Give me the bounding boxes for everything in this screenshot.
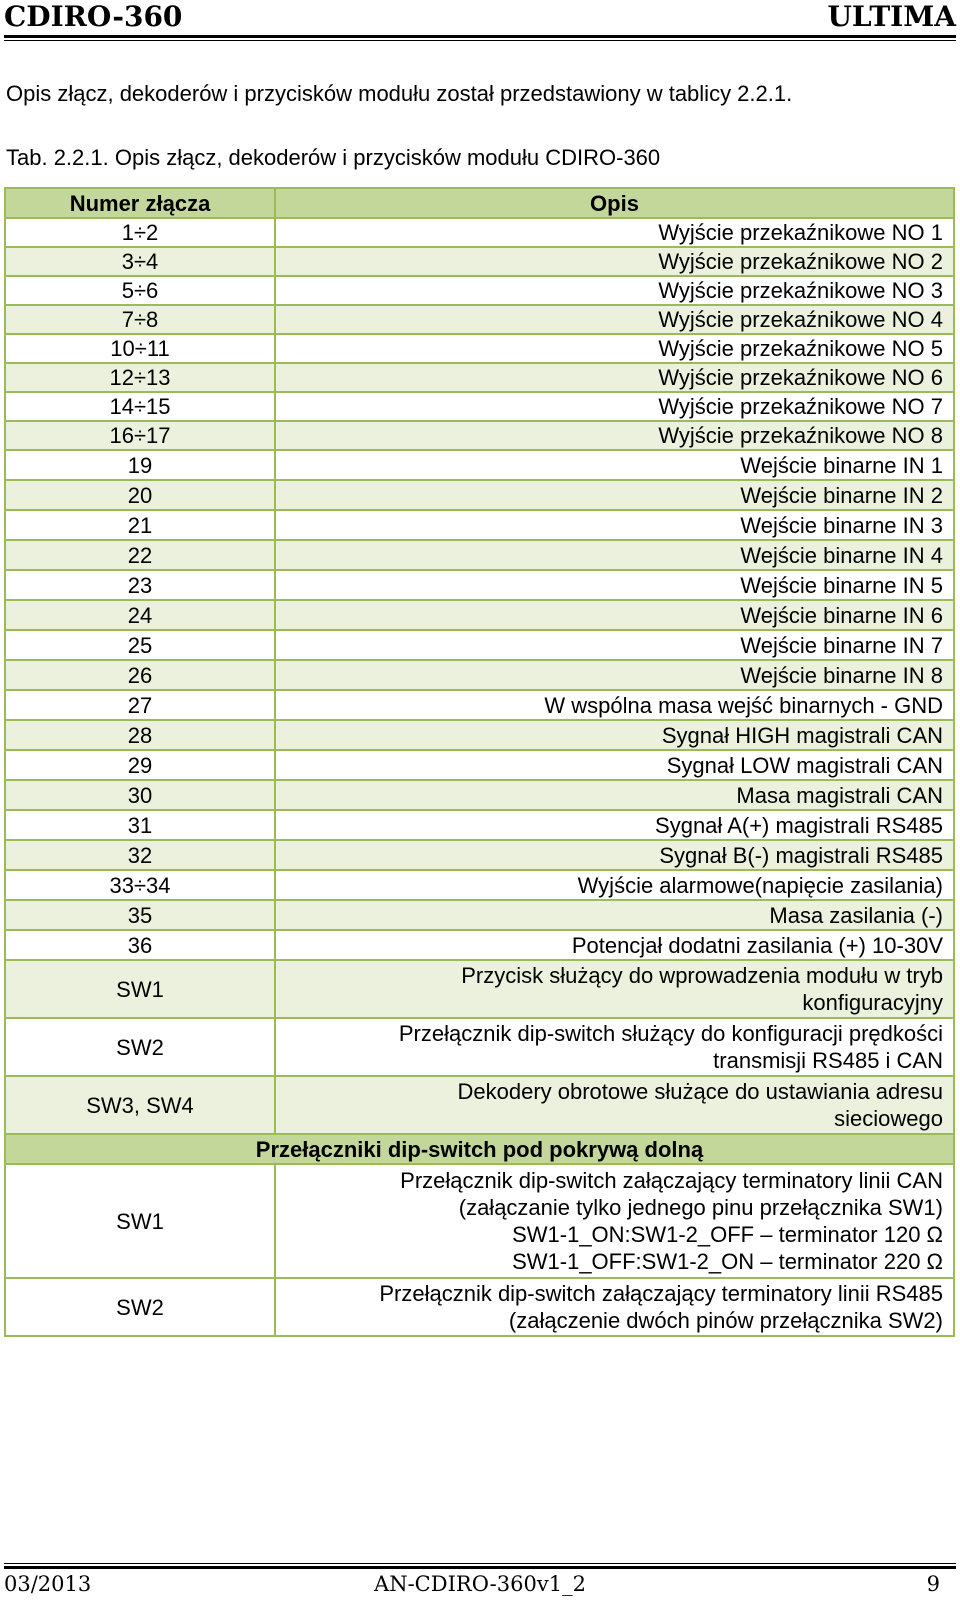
description-cell: Wejście binarne IN 8	[275, 660, 954, 690]
column-header-description: Opis	[275, 188, 954, 218]
footer-date: 03/2013	[4, 1572, 92, 1596]
connector-number-cell: 21	[5, 510, 275, 540]
table-row	[5, 840, 954, 870]
connector-number-cell: SW3, SW4	[5, 1076, 275, 1134]
table-row	[5, 392, 954, 421]
description-cell	[275, 1164, 954, 1278]
description-cell: Sygnał HIGH magistrali CAN	[275, 720, 954, 750]
description-line: SW1-1_ON:SW1-2_OFF – terminator 120 Ω	[512, 1222, 943, 1247]
table-row	[5, 510, 954, 540]
table-row	[5, 570, 954, 600]
description-cell: Wyjście przekaźnikowe NO 3	[275, 276, 954, 305]
column-header-number: Numer złącza	[5, 188, 275, 218]
table-row	[5, 421, 954, 450]
description-cell: Wejście binarne IN 5	[275, 570, 954, 600]
connector-number-cell: 22	[5, 540, 275, 570]
description-cell: Wejście binarne IN 1	[275, 450, 954, 480]
description-cell: Wyjście przekaźnikowe NO 6	[275, 363, 954, 392]
connector-number-cell: 12÷13	[5, 363, 275, 392]
page-footer	[4, 1572, 956, 1602]
description-cell	[275, 1076, 954, 1134]
table-row	[5, 960, 954, 1018]
connector-number-cell: 30	[5, 780, 275, 810]
description-line: Przycisk służący do wprowadzenia modułu w tryb	[461, 963, 943, 988]
connector-number-cell: 7÷8	[5, 305, 275, 334]
connector-number-cell: 24	[5, 600, 275, 630]
connector-number-cell: 33÷34	[5, 870, 275, 900]
description-cell: Wejście binarne IN 3	[275, 510, 954, 540]
connector-number-cell: 3÷4	[5, 247, 275, 276]
description-cell: Wejście binarne IN 6	[275, 600, 954, 630]
table-row	[5, 218, 954, 247]
description-cell: Sygnał LOW magistrali CAN	[275, 750, 954, 780]
description-cell: Wejście binarne IN 7	[275, 630, 954, 660]
header-brand: ULTIMA	[827, 0, 956, 33]
header-rule-thick	[4, 35, 956, 38]
table-row	[5, 450, 954, 480]
intro-paragraph: Opis złącz, dekoderów i przycisków modułu został przedstawiony w tablicy 2.2.1.	[6, 81, 793, 106]
description-cell: Sygnał A(+) magistrali RS485	[275, 810, 954, 840]
description-line: Dekodery obrotowe służące do ustawiania adresu	[457, 1079, 943, 1104]
description-cell: Masa zasilania (-)	[275, 900, 954, 930]
connector-number-cell: SW1	[5, 960, 275, 1018]
table-row	[5, 870, 954, 900]
connectors-table	[4, 187, 955, 1337]
connector-number-cell: 16÷17	[5, 421, 275, 450]
header-product-name: CDIRO-360	[4, 0, 183, 33]
description-cell: Wyjście przekaźnikowe NO 7	[275, 392, 954, 421]
connector-number-cell: 14÷15	[5, 392, 275, 421]
description-cell: Wyjście przekaźnikowe NO 8	[275, 421, 954, 450]
connector-number-cell: 25	[5, 630, 275, 660]
connector-number-cell: SW2	[5, 1278, 275, 1336]
connector-number-cell: 32	[5, 840, 275, 870]
description-line: (załączenie dwóch pinów przełącznika SW2)	[508, 1308, 943, 1333]
connector-number-cell: 27	[5, 690, 275, 720]
description-cell: Potencjał dodatni zasilania (+) 10-30V	[275, 930, 954, 960]
table-row	[5, 247, 954, 276]
description-cell: Masa magistrali CAN	[275, 780, 954, 810]
connector-number-cell: 19	[5, 450, 275, 480]
section-title: Przełączniki dip-switch pod pokrywą dolną	[5, 1134, 954, 1164]
description-cell	[275, 1278, 954, 1336]
description-line: Przełącznik dip-switch załączający terminatory linii RS485	[379, 1281, 943, 1306]
header-rule-thin	[4, 40, 956, 41]
description-line: (załączanie tylko jednego pinu przełącznika SW1)	[458, 1195, 943, 1220]
description-line: transmisji RS485 i CAN	[713, 1048, 943, 1073]
description-line: sieciowego	[834, 1106, 943, 1131]
footer-document-id: AN-CDIRO-360v1_2	[374, 1572, 586, 1596]
description-cell: Wyjście alarmowe(napięcie zasilania)	[275, 870, 954, 900]
connector-number-cell: 1÷2	[5, 218, 275, 247]
connector-number-cell: 23	[5, 570, 275, 600]
description-line: konfiguracyjny	[802, 990, 943, 1015]
table-header-row	[5, 188, 954, 218]
table-row	[5, 540, 954, 570]
description-cell: Wyjście przekaźnikowe NO 2	[275, 247, 954, 276]
description-cell	[275, 960, 954, 1018]
connector-number-cell: 28	[5, 720, 275, 750]
description-cell: W wspólna masa wejść binarnych - GND	[275, 690, 954, 720]
footer-rule-thin	[4, 1563, 956, 1564]
table-caption: Tab. 2.2.1. Opis złącz, dekoderów i przycisków modułu CDIRO-360	[6, 145, 661, 170]
table-row	[5, 780, 954, 810]
table-row	[5, 334, 954, 363]
footer-page-number: 9	[926, 1572, 940, 1596]
description-cell	[275, 1018, 954, 1076]
table-row	[5, 276, 954, 305]
table-row	[5, 690, 954, 720]
description-line: Przełącznik dip-switch załączający terminatory linii CAN	[400, 1168, 943, 1193]
table-row	[5, 930, 954, 960]
description-cell: Wejście binarne IN 2	[275, 480, 954, 510]
connector-number-cell: SW2	[5, 1018, 275, 1076]
connector-number-cell: 36	[5, 930, 275, 960]
description-cell: Wyjście przekaźnikowe NO 5	[275, 334, 954, 363]
section-header-row	[5, 1134, 954, 1164]
description-line: Przełącznik dip-switch służący do konfiguracji prędkości	[398, 1021, 943, 1046]
table-row	[5, 480, 954, 510]
connector-number-cell: 26	[5, 660, 275, 690]
page-header	[4, 0, 956, 33]
description-cell: Wyjście przekaźnikowe NO 1	[275, 218, 954, 247]
table-row	[5, 1164, 954, 1278]
description-cell: Wyjście przekaźnikowe NO 4	[275, 305, 954, 334]
table-row	[5, 750, 954, 780]
connector-number-cell: 5÷6	[5, 276, 275, 305]
table-body	[5, 218, 954, 1336]
connector-number-cell: 31	[5, 810, 275, 840]
connector-number-cell: 20	[5, 480, 275, 510]
table-row	[5, 720, 954, 750]
table-row	[5, 900, 954, 930]
table-row	[5, 660, 954, 690]
table-row	[5, 630, 954, 660]
connector-number-cell: 10÷11	[5, 334, 275, 363]
description-cell: Sygnał B(-) magistrali RS485	[275, 840, 954, 870]
table-row	[5, 600, 954, 630]
connector-number-cell: SW1	[5, 1164, 275, 1278]
table-row	[5, 305, 954, 334]
description-cell: Wejście binarne IN 4	[275, 540, 954, 570]
table-row	[5, 1018, 954, 1076]
table-row	[5, 810, 954, 840]
connector-number-cell: 35	[5, 900, 275, 930]
table-row	[5, 363, 954, 392]
description-line: SW1-1_OFF:SW1-2_ON – terminator 220 Ω	[512, 1249, 943, 1274]
table-row	[5, 1076, 954, 1134]
table-row	[5, 1278, 954, 1336]
footer-rule-thick	[4, 1566, 956, 1569]
connector-number-cell: 29	[5, 750, 275, 780]
